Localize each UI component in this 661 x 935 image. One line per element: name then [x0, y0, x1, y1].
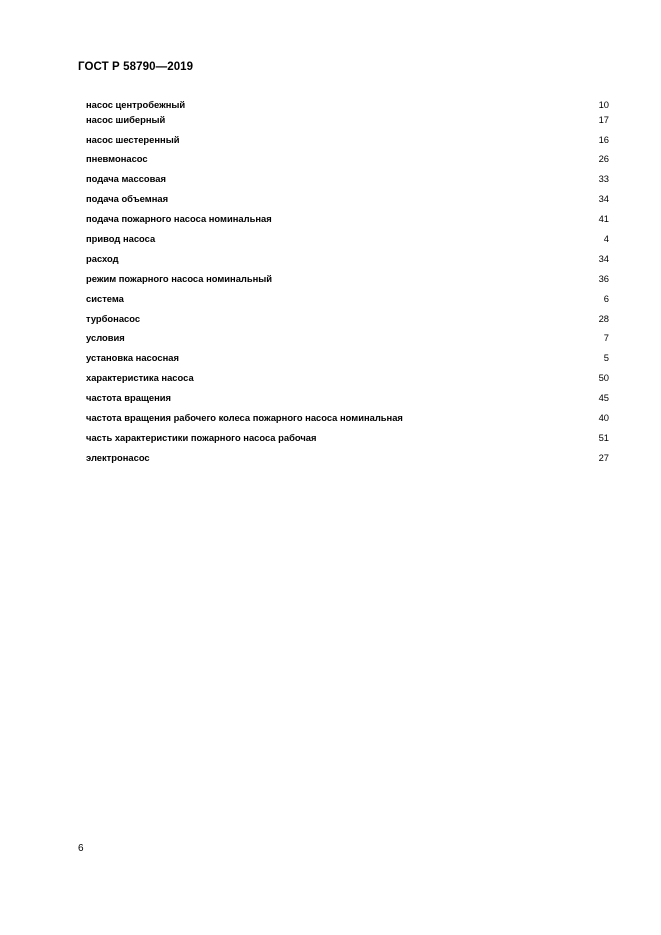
index-term: частота вращения рабочего колеса пожарного насоса номинальная	[86, 412, 403, 423]
index-entry	[86, 133, 609, 146]
index-entry	[86, 172, 609, 185]
index-page-ref: 45	[598, 392, 609, 403]
index-term: частота вращения	[86, 392, 171, 403]
index-entry	[86, 292, 609, 305]
index-entry	[86, 312, 609, 325]
index-term: установка насосная	[86, 352, 179, 363]
index-page-ref: 28	[598, 313, 609, 324]
index-page-ref: 34	[598, 253, 609, 264]
index-term: система	[86, 293, 124, 304]
index-entry	[86, 331, 609, 344]
index-term: турбонасос	[86, 313, 141, 324]
index-page-ref: 7	[603, 332, 609, 343]
index-entry	[86, 272, 609, 285]
index-page-ref: 36	[598, 273, 609, 284]
index-page-ref: 33	[598, 173, 609, 184]
index-page-ref: 51	[598, 432, 609, 443]
index-page-ref: 41	[598, 213, 609, 224]
index-term: часть характеристики пожарного насоса рабочая	[86, 432, 317, 443]
document-header: ГОСТ Р 58790—2019	[78, 61, 194, 73]
index-term: расход	[86, 253, 119, 264]
index-entry	[86, 431, 609, 444]
index-entry	[86, 152, 609, 165]
index-term: пневмонасос	[86, 153, 148, 164]
index-entry	[86, 113, 609, 126]
index-term: насос центробежный	[86, 99, 186, 110]
index-page-ref: 26	[598, 153, 609, 164]
index-page-ref: 5	[603, 352, 609, 363]
index-page-ref: 4	[603, 233, 609, 244]
index-term: подача объемная	[86, 193, 169, 204]
index-term: режим пожарного насоса номинальный	[86, 273, 273, 284]
index-entry	[86, 391, 609, 404]
index-entry	[86, 192, 609, 205]
index-page-ref: 10	[598, 99, 609, 110]
index-term: привод насоса	[86, 233, 156, 244]
index-page-ref: 16	[598, 134, 609, 145]
index-entry	[86, 451, 609, 464]
index-term: условия	[86, 332, 125, 343]
index-entry	[86, 351, 609, 364]
index-term: характеристика насоса	[86, 372, 194, 383]
index-term: электронасос	[86, 452, 150, 463]
index-entry	[86, 252, 609, 265]
index-term: подача массовая	[86, 173, 166, 184]
index-entry	[86, 411, 609, 424]
index-entry	[86, 212, 609, 225]
index-term: подача пожарного насоса номинальная	[86, 213, 272, 224]
index-page-ref: 40	[598, 412, 609, 423]
index-page-ref: 34	[598, 193, 609, 204]
index-term: насос шестеренный	[86, 134, 180, 145]
index-entry	[86, 371, 609, 384]
index-term: насос шиберный	[86, 114, 166, 125]
page-number: 6	[78, 843, 84, 854]
index-entry	[86, 98, 609, 111]
index-page-ref: 27	[598, 452, 609, 463]
index-page-ref: 50	[598, 372, 609, 383]
index-entry	[86, 232, 609, 245]
index-page-ref: 17	[598, 114, 609, 125]
index-page-ref: 6	[603, 293, 609, 304]
